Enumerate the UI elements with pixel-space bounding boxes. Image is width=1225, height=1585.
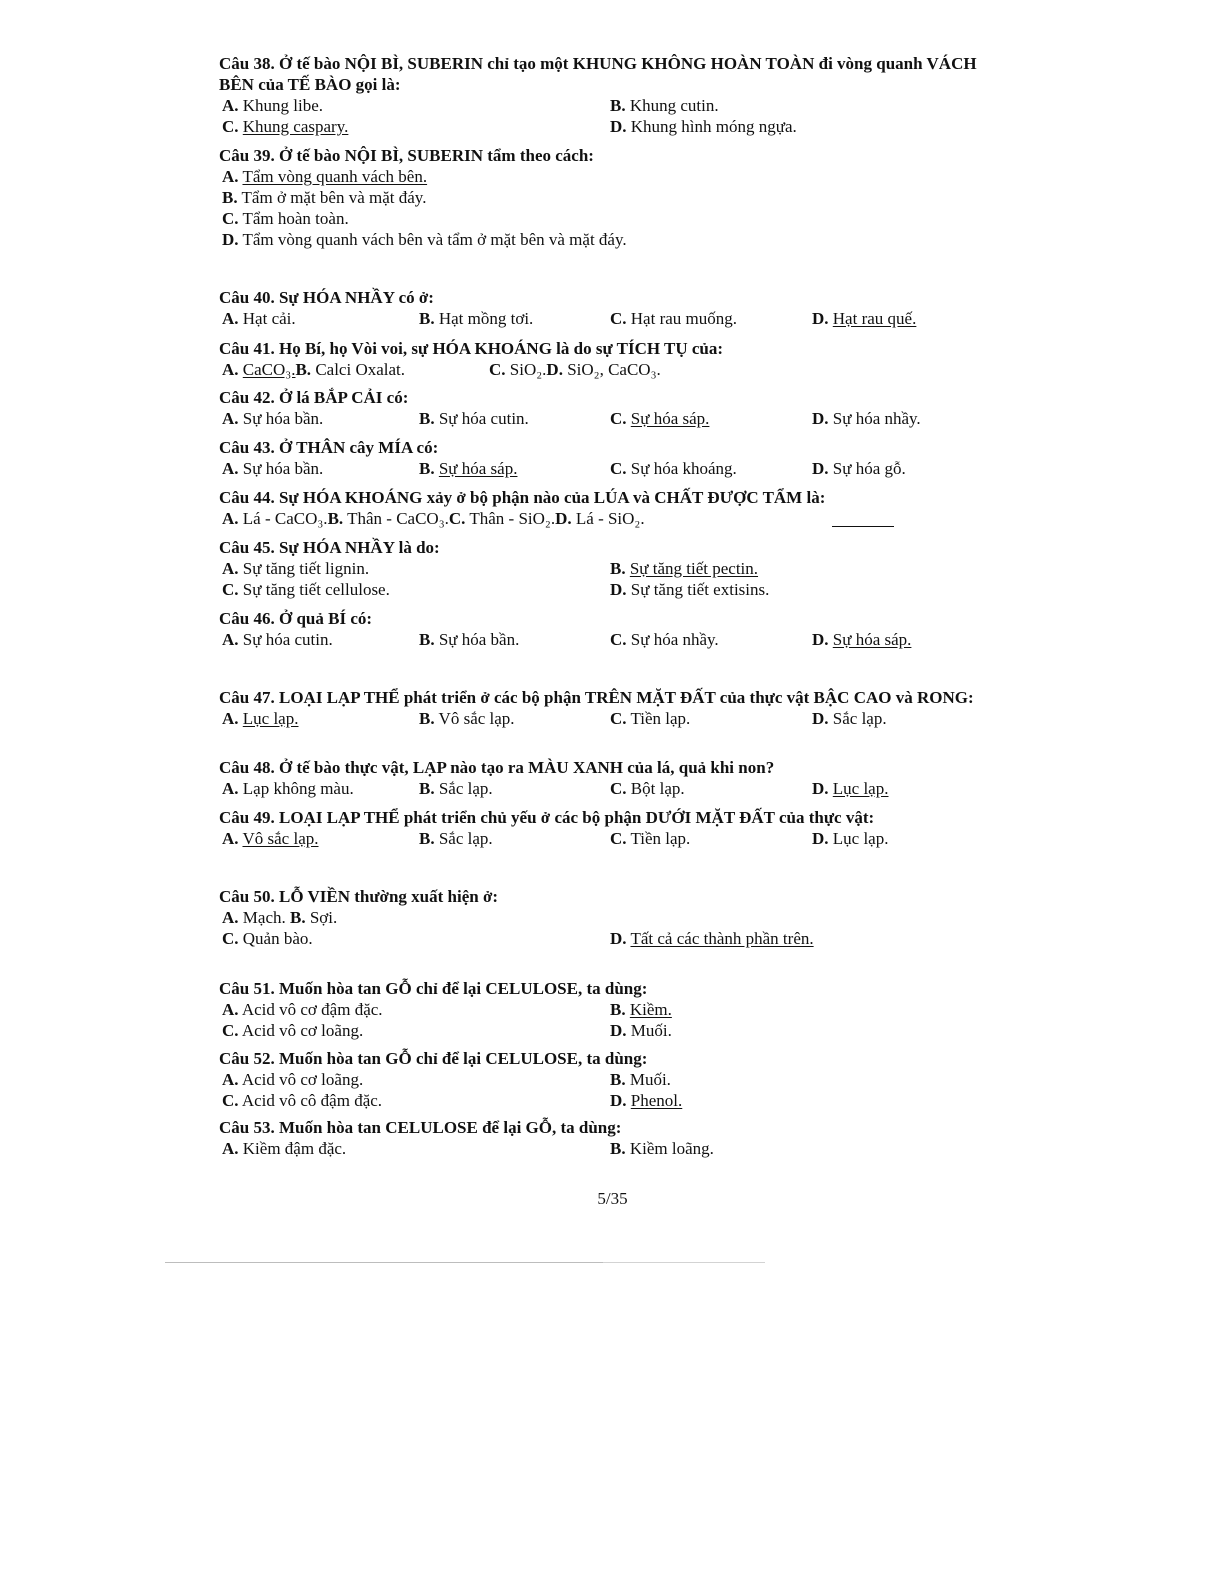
option-d: D. Lục lạp. [812, 829, 889, 848]
option-d: D. Sự hóa gỗ. [812, 459, 906, 478]
option-a: A. Acid vô cơ đậm đặc. [222, 1000, 383, 1019]
question-stem: Câu 49. LOẠI LẠP THỂ phát triển chủ yếu ở các bộ phận DƯỚI MẶT ĐẤT của thực vật: [219, 808, 875, 827]
answer-underline: Vô sắc lạp. [242, 829, 319, 848]
question-38 [219, 53, 979, 137]
question-51 [219, 978, 979, 1041]
option-a-b: A. CaCO₃.B. Calci Oxalat. [222, 360, 406, 379]
option-row [219, 629, 979, 650]
options-inline: A. Lá - CaCO₃.B. Thân - CaCO₃.C. Thân - SiO₂.D. Lá - SiO₂. [222, 509, 645, 528]
option-row [219, 458, 979, 479]
option-row [219, 166, 979, 187]
answer-underline: Sự hóa sáp. [832, 630, 912, 649]
question-stem: Câu 48. Ở tế bào thực vật, LẠP nào tạo ra MÀU XANH của lá, quả khi non? [219, 758, 775, 777]
option-d: D. Muối. [610, 1021, 672, 1040]
option-row [219, 778, 979, 799]
answer-underline: CaCO₃. [242, 360, 296, 379]
option-row [219, 928, 979, 949]
question-stem: Câu 50. LỖ VIỀN thường xuất hiện ở: [219, 887, 499, 906]
option-b: B. Sự hóa bần. [419, 630, 520, 649]
answer-underline: Tất cả các thành phần trên. [630, 929, 814, 948]
question-stem: Câu 46. Ở quả BÍ có: [219, 609, 373, 628]
option-b: B. Kiềm. [610, 1000, 672, 1019]
option-a: A. Lạp không màu. [222, 779, 354, 798]
question-48 [219, 757, 979, 799]
option-b: B. Sự tăng tiết pectin. [610, 559, 759, 578]
option-d: D. Lục lạp. [812, 779, 889, 798]
answer-underline: Phenol. [630, 1091, 683, 1110]
answer-blank [832, 508, 894, 527]
option-d: D. Sự tăng tiết extisins. [610, 580, 770, 599]
option-c: C. Acid vô cơ loãng. [222, 1021, 364, 1040]
option-row [219, 1069, 979, 1090]
option-a: A. Kiềm đậm đặc. [222, 1139, 347, 1158]
option-row [219, 828, 979, 849]
answer-underline: Lục lạp. [242, 709, 299, 728]
option-c: C. Tiền lạp. [610, 709, 691, 728]
answer-underline: Sự hóa sáp. [438, 459, 518, 478]
answer-underline: Tẩm vòng quanh vách bên. [242, 167, 428, 186]
option-row [219, 1090, 979, 1111]
option-b: B. Muối. [610, 1070, 671, 1089]
question-stem: Câu 40. Sự HÓA NHẦY có ở: [219, 288, 434, 307]
option-c: C. Acid vô cô đậm đặc. [222, 1091, 383, 1110]
option-b: B. Sắc lạp. [419, 829, 493, 848]
option-row [219, 1020, 979, 1041]
option-b: B. Vô sắc lạp. [419, 709, 515, 728]
option-a: A. Lục lạp. [222, 709, 299, 728]
option-a: A. Sự hóa bần. [222, 409, 324, 428]
option-d: D. Tẩm vòng quanh vách bên và tẩm ở mặt bên và mặt đáy. [222, 230, 627, 249]
option-row [219, 116, 979, 137]
option-c: C. Sự hóa nhầy. [610, 630, 719, 649]
question-43 [219, 437, 979, 479]
question-stem: Câu 42. Ở lá BẮP CẢI có: [219, 388, 409, 407]
question-44 [219, 487, 979, 529]
option-d: D. Sự hóa nhầy. [812, 409, 921, 428]
option-row [219, 308, 979, 329]
option-b: B. Sắc lạp. [419, 779, 493, 798]
answer-underline: Sự tăng tiết pectin. [629, 559, 759, 578]
answer-underline: Hạt rau quế. [832, 309, 917, 328]
option-row [219, 1138, 979, 1159]
option-c: C. Sự hóa khoáng. [610, 459, 737, 478]
option-row [219, 508, 979, 529]
question-stem: Câu 41. Họ Bí, họ Vòi voi, sự HÓA KHOÁNG là do sự TÍCH TỤ của: [219, 339, 724, 358]
question-stem: Câu 45. Sự HÓA NHẦY là do: [219, 538, 440, 557]
question-stem: Câu 43. Ở THÂN cây MÍA có: [219, 438, 439, 457]
question-stem: Câu 52. Muốn hòa tan GỖ chỉ để lại CELULOSE, ta dùng: [219, 1049, 648, 1068]
question-stem: Câu 44. Sự HÓA KHOÁNG xảy ở bộ phận nào của LÚA và CHẤT ĐƯỢC TẨM là: [219, 488, 826, 507]
option-row [219, 359, 979, 380]
question-50 [219, 886, 979, 949]
option-b: B. Khung cutin. [610, 96, 719, 115]
page-number: 5/35 [597, 1189, 628, 1208]
option-a: A. Vô sắc lạp. [222, 829, 319, 848]
option-row [219, 408, 979, 429]
option-c: C. Quản bào. [222, 929, 313, 948]
option-a: A. Tẩm vòng quanh vách bên. [222, 167, 428, 186]
option-row [219, 907, 979, 928]
option-c: C. Khung caspary. [222, 117, 349, 136]
question-stem: Câu 51. Muốn hòa tan GỖ chỉ để lại CELULOSE, ta dùng: [219, 979, 648, 998]
question-47 [219, 687, 979, 729]
option-d: D. Phenol. [610, 1091, 683, 1110]
answer-underline: Sự hóa sáp. [630, 409, 710, 428]
option-a: A. Khung libe. [222, 96, 324, 115]
question-stem: Câu 38. Ở tế bào NỘI BÌ, SUBERIN chỉ tạo một KHUNG KHÔNG HOÀN TOÀN đi vòng quanh VÁCH BÊN của TẾ BÀO gọi là: [219, 54, 977, 94]
question-41 [219, 338, 979, 380]
option-a: A. Sự hóa bần. [222, 459, 324, 478]
question-49 [219, 807, 979, 849]
option-b: B. Hạt mồng tơi. [419, 309, 534, 328]
option-b: B. Kiềm loãng. [610, 1139, 714, 1158]
option-row [219, 708, 979, 729]
option-b: B. Sự hóa sáp. [419, 459, 518, 478]
option-d: D. Sự hóa sáp. [812, 630, 912, 649]
option-row [219, 95, 979, 116]
option-c: C. Tẩm hoàn toàn. [222, 209, 349, 228]
option-b: B. Sự hóa cutin. [419, 409, 529, 428]
question-stem: Câu 47. LOẠI LẠP THỂ phát triển ở các bộ phận TRÊN MẶT ĐẤT của thực vật BẬC CAO và RONG: [219, 688, 974, 707]
option-row [219, 579, 979, 600]
option-row [219, 229, 979, 250]
footer-divider [165, 1262, 603, 1263]
option-d: D. Khung hình móng ngựa. [610, 117, 797, 136]
option-a-b: A. Mạch. B. Sợi. [222, 908, 338, 927]
option-d: D. Tất cả các thành phần trên. [610, 929, 814, 948]
option-a: A. Acid vô cơ loãng. [222, 1070, 364, 1089]
option-b: B. Tẩm ở mặt bên và mặt đáy. [222, 188, 427, 207]
option-c: C. Hạt rau muống. [610, 309, 738, 328]
option-a: A. Sự hóa cutin. [222, 630, 333, 649]
answer-underline: Khung caspary. [242, 117, 349, 136]
option-row [219, 208, 979, 229]
option-c: C. Sự tăng tiết cellulose. [222, 580, 390, 599]
question-53 [219, 1117, 979, 1159]
answer-underline: Kiềm. [629, 1000, 672, 1019]
question-stem: Câu 53. Muốn hòa tan CELULOSE để lại GỖ, ta dùng: [219, 1118, 622, 1137]
question-52 [219, 1048, 979, 1111]
answer-underline: Lục lạp. [832, 779, 889, 798]
question-46 [219, 608, 979, 650]
option-a: A. Hạt cải. [222, 309, 296, 328]
question-stem: Câu 39. Ở tế bào NỘI BÌ, SUBERIN tẩm theo cách: [219, 146, 594, 165]
option-d: D. Hạt rau quế. [812, 309, 917, 328]
footer-divider-faint [603, 1262, 765, 1263]
option-c: C. Bột lạp. [610, 779, 685, 798]
option-c: C. Tiền lạp. [610, 829, 691, 848]
question-45 [219, 537, 979, 600]
option-c-d: C. SiO₂.D. SiO₂, CaCO₃. [489, 360, 661, 379]
option-row [219, 558, 979, 579]
question-42 [219, 387, 979, 429]
option-row [219, 999, 979, 1020]
option-a: A. Sự tăng tiết lignin. [222, 559, 370, 578]
option-d: D. Sắc lạp. [812, 709, 887, 728]
option-row [219, 187, 979, 208]
option-c: C. Sự hóa sáp. [610, 409, 710, 428]
question-39 [219, 145, 979, 250]
question-40 [219, 287, 979, 329]
